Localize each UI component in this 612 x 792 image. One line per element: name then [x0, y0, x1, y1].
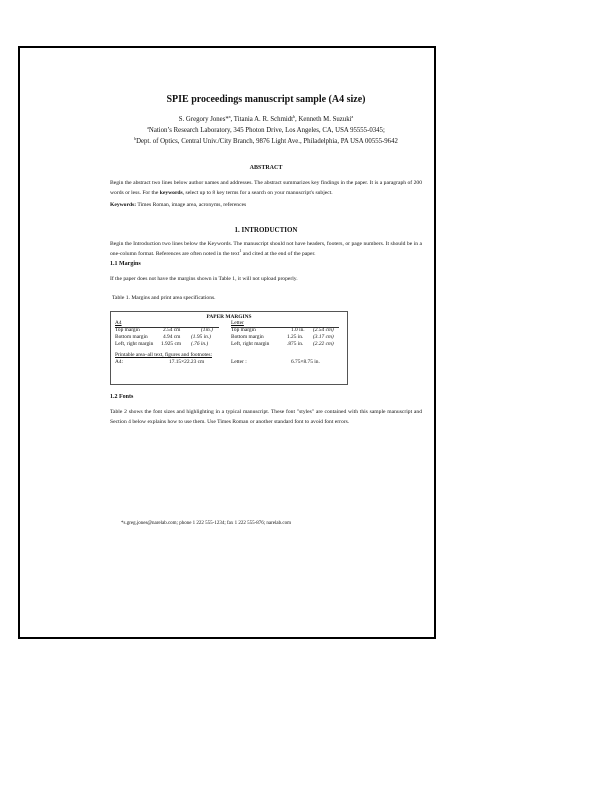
- introduction-heading: 1. INTRODUCTION: [234, 226, 298, 234]
- letter-area-label: Letter :: [231, 359, 247, 365]
- fonts-heading: 1.2 Fonts: [110, 394, 134, 400]
- printable-area-label: Printable area–all text, figures and footnotes:: [115, 352, 212, 358]
- margins-text: If the paper does not have the margins shown in Table 1, it will not upload properly.: [110, 276, 298, 282]
- table-title: PAPER MARGINS: [206, 314, 252, 320]
- paper-title: SPIE proceedings manuscript sample (A4 size): [166, 94, 366, 105]
- introduction-text: Begin the Introduction two lines below the Keywords. The manuscript should not have headers, footers, or page numbers. It should be in a one-column format. References are often noted in the text$^1$ and cited at the end of the paper.: [110, 241, 422, 257]
- keywords: Keywords: Times Roman, image area, acronyms, references: [110, 202, 247, 208]
- a4-area-label: A4:: [115, 359, 124, 365]
- fonts-text: Table 2 shows the font sizes and highlighting in a typical manuscript. These font "styles" are contained with this sample manuscript and Section 4 below explains how to use them. Use Times Roman or another standard font to avoid font errors.: [110, 409, 422, 425]
- a4-area-value: 17.15×22.23 cm: [169, 359, 205, 365]
- letter-header: Letter: [231, 320, 244, 326]
- footnote: *s.greg.jones@narelab.com; phone 1 222 555-1234; fax 1 222 555-876; narelab.com: [121, 521, 291, 526]
- margins-table: PAPER MARGINS A4 Letter Top margin 2.54 cm (1in.) Bottom margin 4.94 cm (1.95 in.) Left, right margin 1.925 cm (.76 in.) Top margin 1.0 in. (2.54 cm) Bottom margin 1.25 in. (3.17 cm) Left, right margin .875 in. (2.22 cm) Printable area–all text, figures and footnotes: A4: 17.15×22.23 cm Letter : 6.75×8.75 in.: [110, 311, 348, 385]
- authors: S. Gregory Jones*$^a$, Titania A. R. Schmidt$^b$, Kenneth M. Suzuki$^a$: [178, 114, 354, 123]
- abstract-text: Begin the abstract two lines below author names and addresses. The abstract summarizes key findings in the paper. It is a paragraph of 200 words or less. For the keywords, select up to 8 key terms for a search on your manuscript's subject.: [110, 180, 422, 196]
- affiliation-b: $^b$Dept. of Optics, Central Univ./City Branch, 9876 Light Ave., Philadelphia, PA USA 00555-9642: [134, 136, 398, 145]
- affiliation-a: $^a$Nation’s Research Laboratory, 345 Photon Drive, Los Angeles, CA, USA 95555-0345;: [147, 125, 385, 134]
- abstract-heading: ABSTRACT: [249, 165, 283, 171]
- a4-header: A4: [115, 320, 122, 326]
- letter-area-value: 6.75×8.75 in.: [291, 359, 320, 365]
- table-caption: Table 1. Margins and print area specifications.: [112, 295, 216, 301]
- margins-heading: 1.1 Margins: [110, 261, 141, 267]
